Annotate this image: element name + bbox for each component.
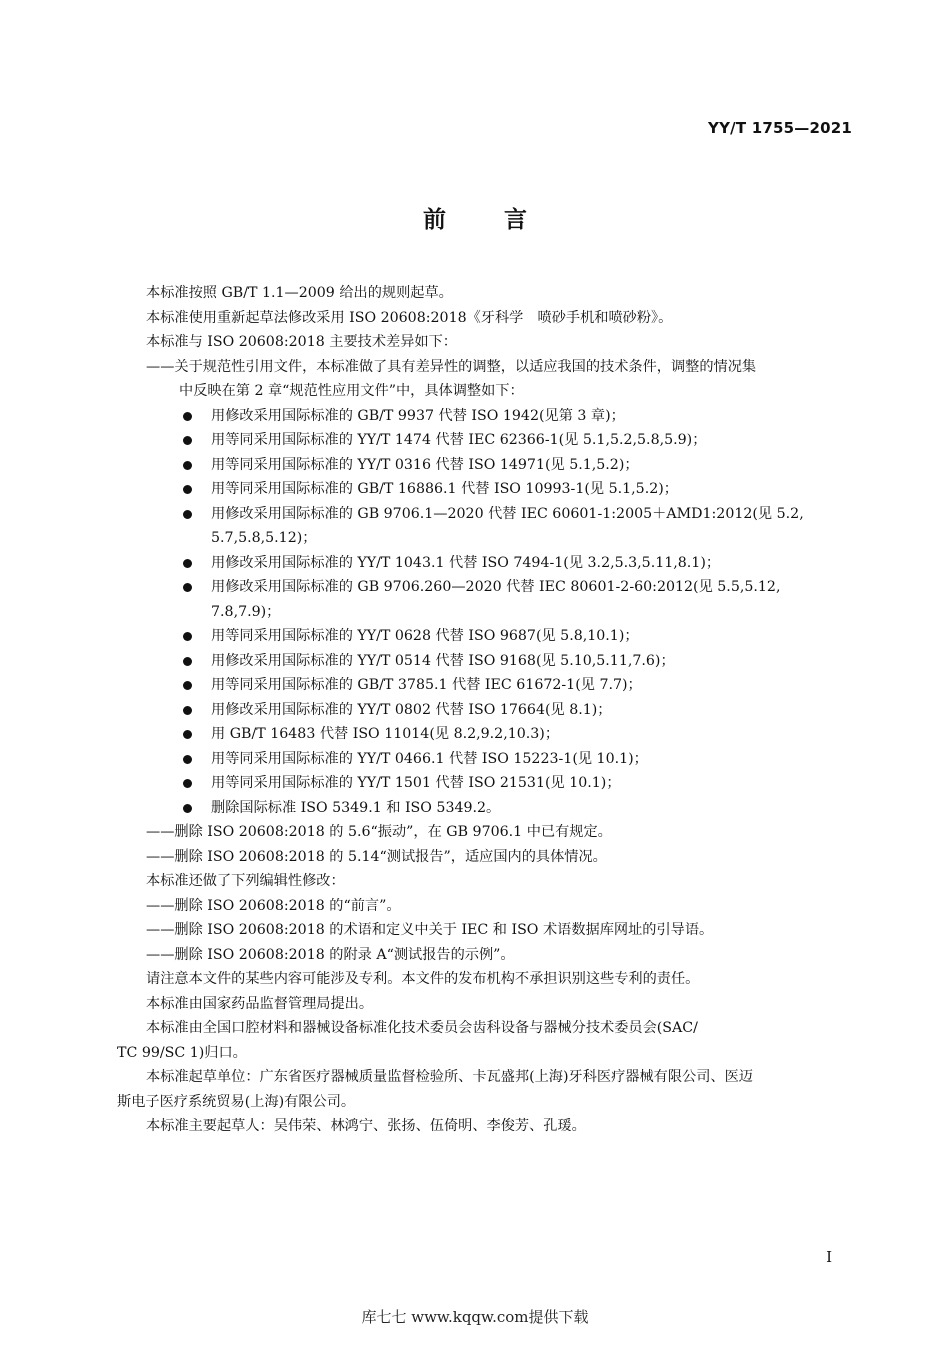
bullet-dot-icon (183, 412, 192, 421)
bullet-item: 用修改采用国际标准的 GB 9706.260—2020 代替 IEC 80601-2-60:2012(见 5.5,5.12, (117, 575, 852, 600)
bullet-item: 用修改采用国际标准的 GB/T 9937 代替 ISO 1942(见第 3 章)； (117, 404, 852, 429)
paragraph-adoption: 本标准使用重新起草法修改采用 ISO 20608:2018《牙科学 喷砂手机和喷砂粉》。 (146, 309, 673, 326)
paragraph-centralized-by: 本标准由全国口腔材料和器械设备标准化技术委员会齿科设备与器械分技术委员会(SAC/ (146, 1020, 698, 1036)
bullet-dot-icon (183, 779, 192, 788)
bullet-dot-icon (183, 804, 192, 813)
bullet-dot-icon (183, 730, 192, 739)
bullet-item: 用等同采用国际标准的 GB/T 3785.1 代替 IEC 61672-1(见 7.7)； (117, 673, 852, 698)
bullet-dot-icon (183, 755, 192, 764)
bullet-dot-icon (183, 583, 192, 592)
bullet-dot-icon (183, 510, 192, 519)
page-title: 前言 (423, 207, 585, 233)
paragraph-centralized-by-cont: TC 99/SC 1)归口。 (117, 1044, 247, 1061)
foreword-body (117, 281, 852, 1139)
paragraph-drafters: 本标准主要起草人：吴伟荣、林鸿宁、张扬、伍倚明、李俊芳、孔瑗。 (146, 1118, 586, 1134)
dash-item-vibration: ——删除 ISO 20608:2018 的 5.6“振动”，在 GB 9706.1 中已有规定。 (146, 824, 612, 840)
paragraph-drafting-rules: 本标准按照 GB/T 1.1—2009 给出的规则起草。 (146, 285, 453, 301)
bullet-item: 用修改采用国际标准的 YY/T 1043.1 代替 ISO 7494-1(见 3.2,5.3,5.11,8.1)； (117, 551, 852, 576)
bullet-item: 用等同采用国际标准的 YY/T 0466.1 代替 ISO 15223-1(见 10.1)； (117, 747, 852, 772)
dash-item-annex: ——删除 ISO 20608:2018 的附录 A“测试报告的示例”。 (146, 946, 515, 963)
bullet-item: 用等同采用国际标准的 YY/T 1501 代替 ISO 21531(见 10.1)； (117, 771, 852, 796)
bullet-item: 用等同采用国际标准的 YY/T 1474 代替 IEC 62366-1(见 5.1,5.2,5.8,5.9)； (117, 428, 852, 453)
bullet-dot-icon (183, 436, 192, 445)
bullet-item: 用修改采用国际标准的 GB 9706.1—2020 代替 IEC 60601-1:2005＋AMD1:2012(见 5.2, (117, 502, 852, 527)
bullet-item: 用等同采用国际标准的 GB/T 16886.1 代替 ISO 10993-1(见 5.1,5.2)； (117, 477, 852, 502)
bullet-dot-icon (183, 681, 192, 690)
dash-item-terms: ——删除 ISO 20608:2018 的术语和定义中关于 IEC 和 ISO 术语数据库网址的引导语。 (146, 922, 714, 938)
bullet-item: 用修改采用国际标准的 YY/T 0514 代替 ISO 9168(见 5.10,5.11,7.6)； (117, 649, 852, 674)
page-number: I (826, 1248, 832, 1266)
bullet-item: 用修改采用国际标准的 YY/T 0802 代替 ISO 17664(见 8.1)； (117, 698, 852, 723)
bullet-dot-icon (183, 657, 192, 666)
dash-item-normative-refs-cont: 中反映在第 2 章“规范性应用文件”中，具体调整如下： (179, 383, 524, 399)
bullet-dot-icon (183, 559, 192, 568)
bullet-dot-icon (183, 706, 192, 715)
paragraph-proposed-by: 本标准由国家药品监督管理局提出。 (146, 995, 374, 1012)
bullet-dot-icon (183, 461, 192, 470)
bullet-dot-icon (183, 485, 192, 494)
bullet-item: 删除国际标准 ISO 5349.1 和 ISO 5349.2。 (117, 796, 852, 821)
paragraph-drafting-units: 本标准起草单位：广东省医疗器械质量监督检验所、卡瓦盛邦(上海)牙科医疗器械有限公司、医迈 (146, 1069, 753, 1085)
bullet-dot-icon (183, 632, 192, 641)
bullet-item: 用等同采用国际标准的 YY/T 0316 代替 ISO 14971(见 5.1,5.2)； (117, 453, 852, 478)
dash-item-test-report: ——删除 ISO 20608:2018 的 5.14“测试报告”，适应国内的具体情况。 (146, 848, 607, 865)
paragraph-patent-notice: 请注意本文件的某些内容可能涉及专利。本文件的发布机构不承担识别这些专利的责任。 (146, 971, 700, 987)
bullet-item: 用 GB/T 16483 代替 ISO 11014(见 8.2,9.2,10.3)； (117, 722, 852, 747)
paragraph-drafting-units-cont: 斯电子医疗系统贸易(上海)有限公司。 (117, 1093, 356, 1110)
paragraph-editorial-intro: 本标准还做了下列编辑性修改： (146, 873, 345, 889)
dash-item-foreword: ——删除 ISO 20608:2018 的“前言”。 (146, 897, 401, 914)
standard-code: YY/T 1755—2021 (708, 119, 852, 137)
paragraph-differences-intro: 本标准与 ISO 20608:2018 主要技术差异如下： (146, 334, 457, 350)
bullet-item-cont: 7.8,7.9)； (211, 603, 281, 620)
bullet-item-cont: 5.7,5.8,5.12)； (211, 530, 317, 546)
dash-item-normative-refs: ——关于规范性引用文件，本标准做了具有差异性的调整，以适应我国的技术条件，调整的情况集 (146, 358, 757, 375)
bullet-item: 用等同采用国际标准的 YY/T 0628 代替 ISO 9687(见 5.8,10.1)； (117, 624, 852, 649)
footer-watermark: 库七七 www.kqqw.com提供下载 (361, 1308, 589, 1326)
